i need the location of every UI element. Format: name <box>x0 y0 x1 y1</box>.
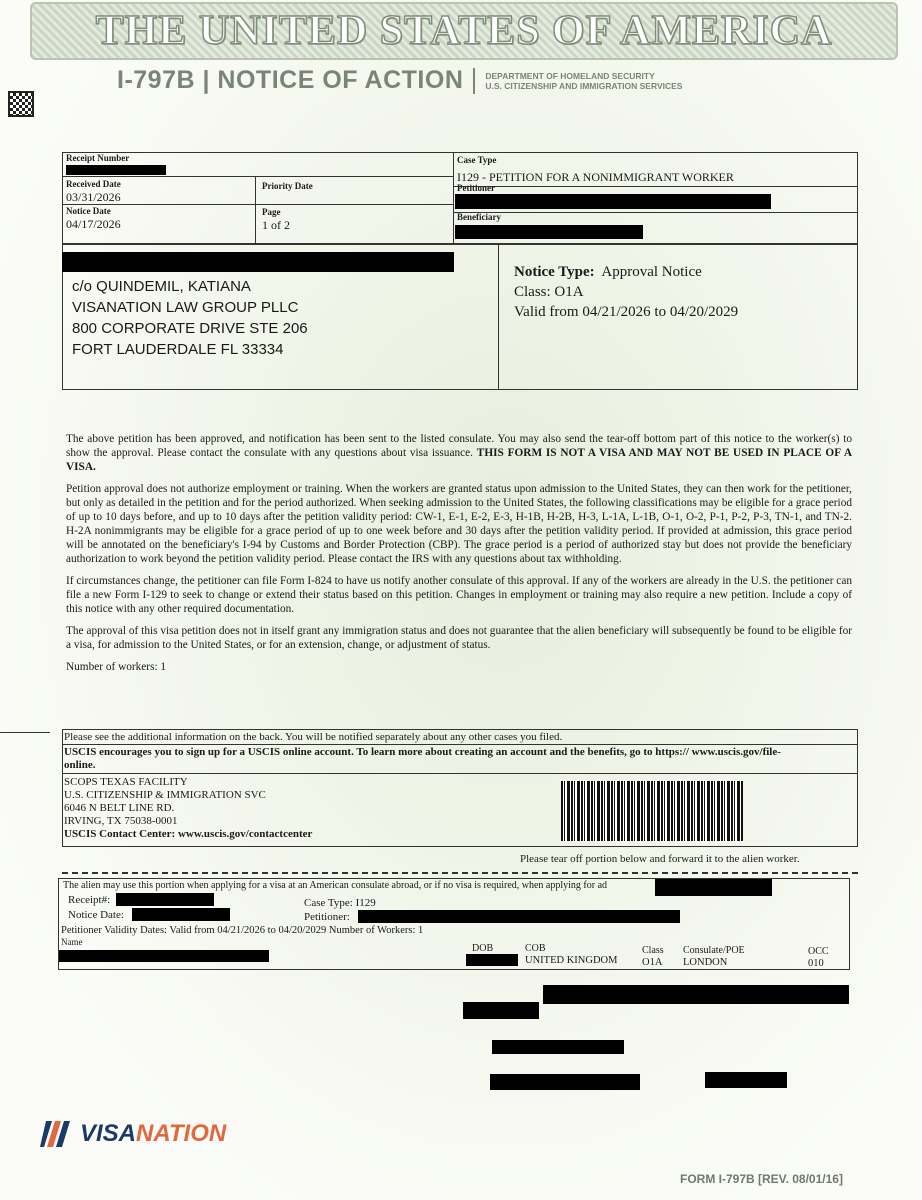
case-type-value: I129 - PETITION FOR A NONIMMIGRANT WORKER <box>457 170 734 184</box>
logo-text-visa: VISA <box>80 1120 137 1147</box>
tear-off-petitioner-redaction <box>358 910 680 923</box>
tear-off-validity: Petitioner Validity Dates: Valid from 04/21/2026 to 04/20/2029 Number of Workers: 1 <box>61 925 424 936</box>
body-paragraph-3: If circumstances change, the petitioner can file Form I-824 to have us notify another consulate of this approval. If any of the workers are already in the U.S. the petitioner can file a new Form I-129 to seek to change or extend their status based on this petition. Changes in employment or training may also require a new petition. Include a copy of this notice with any other required documentation. <box>66 575 852 615</box>
banner-title: THE UNITED STATES OF AMERICA <box>95 8 833 54</box>
notice-type-block <box>514 262 738 322</box>
redaction-block-1 <box>543 985 849 1004</box>
info-row-line-2 <box>62 204 453 205</box>
page-value: 1 of 2 <box>262 218 290 232</box>
banner <box>30 2 898 60</box>
tear-off-dob-label: DOB <box>472 943 494 954</box>
beneficiary-redaction <box>455 225 643 239</box>
petitioner-label: Petitioner <box>457 183 495 193</box>
info-row-line-3 <box>453 186 858 187</box>
redaction-block-3 <box>492 1040 624 1054</box>
petitioner-redaction <box>455 194 771 209</box>
receipt-number-redaction <box>66 165 166 175</box>
logo-text <box>80 1120 226 1148</box>
tear-off-consulate-value: LONDON <box>683 957 728 968</box>
addressee-redaction <box>62 252 454 272</box>
form-number: FORM I-797B [REV. 08/01/16] <box>680 1172 843 1186</box>
tear-off-class-label: Class <box>642 945 664 956</box>
online-account-note: USCIS encourages you to sign up for a USCIS online account. To learn more about creating an account and the benefits, go to https:// www.uscis.gov/file-online. <box>64 746 781 771</box>
body-text <box>66 432 852 674</box>
notice-class: Class: O1A <box>514 284 584 300</box>
tear-off-notice-date-redaction <box>132 908 230 921</box>
tear-off-cob-value: UNITED KINGDOM <box>525 955 618 966</box>
office-line4: IRVING, TX 75038-0001 <box>64 815 178 827</box>
notice-type-line <box>514 262 738 282</box>
tear-off-consulate-label: Consulate/POE <box>683 945 745 956</box>
address-line4: FORT LAUDERDALE FL 33334 <box>72 341 284 358</box>
redaction-block-2 <box>463 1002 539 1019</box>
office-line1: SCOPS TEXAS FACILITY <box>64 776 188 788</box>
mailing-address <box>72 276 308 360</box>
tear-off-occ-value: 010 <box>808 958 824 969</box>
tear-off-petitioner-label: Petitioner: <box>304 911 350 923</box>
tear-off-intro-redaction <box>655 879 772 896</box>
address-line1: c/o QUINDEMIL, KATIANA <box>72 278 251 295</box>
case-type-label: Case Type <box>457 155 497 165</box>
address-line2: VISANATION LAW GROUP PLLC <box>72 299 299 316</box>
address-line3: 800 CORPORATE DRIVE STE 206 <box>72 320 308 337</box>
body-paragraph-4: The approval of this visa petition does not in itself grant any immigration status and does not guarantee that the alien beneficiary will subsequently be found to be eligible for a visa, for admission to the United States, or for an extension, change, or adjustment of status. <box>66 625 852 651</box>
receipt-number-label: Receipt Number <box>66 153 130 163</box>
tear-off-case-type: Case Type: I129 <box>304 897 376 909</box>
tear-off-notice-date-label: Notice Date: <box>68 909 124 921</box>
tear-off-occ-label: OCC <box>808 946 829 957</box>
barcode <box>561 781 743 841</box>
received-date-value: 03/31/2026 <box>66 190 121 204</box>
info-vertical-divider-2 <box>255 176 256 244</box>
tear-off-receipt-label: Receipt#: <box>68 894 111 906</box>
address-divider <box>498 244 499 390</box>
flag-stripes-icon <box>40 1121 74 1147</box>
tear-off-intro: The alien may use this portion when applying for a visa at an American consulate abroad, or if no visa is required, when applying for ad <box>63 880 608 891</box>
tear-off-cob-label: COB <box>525 943 546 954</box>
notice-type-value: Approval Notice <box>601 264 702 280</box>
tear-off-dob-redaction <box>466 954 518 966</box>
office-line2: U.S. CITIZENSHIP & IMMIGRATION SVC <box>64 789 266 801</box>
contact-center: USCIS Contact Center: www.uscis.gov/contactcenter <box>64 828 313 840</box>
margin-line <box>0 732 50 733</box>
not-a-visa-warning: THIS FORM IS NOT A VISA AND MAY NOT BE USED IN PLACE OF A VISA. <box>66 447 853 473</box>
department-line2: U.S. CITIZENSHIP AND IMMIGRATION SERVICES <box>485 80 683 91</box>
office-address <box>64 776 312 841</box>
logo-text-nation: NATION <box>136 1120 227 1147</box>
tear-off-instruction: Please tear off portion below and forward it to the alien worker. <box>520 853 800 865</box>
info-row-line-4 <box>453 212 858 213</box>
tear-off-name-label: Name <box>61 937 83 947</box>
qr-code-icon <box>8 91 34 117</box>
form-title: I-797B | NOTICE OF ACTION <box>117 66 464 94</box>
number-of-workers: Number of workers: 1 <box>66 661 167 673</box>
notice-date-label: Notice Date <box>66 206 111 216</box>
redaction-block-5 <box>705 1072 787 1088</box>
tear-off-line <box>62 872 858 874</box>
redaction-block-4 <box>490 1074 640 1090</box>
notice-type-label: Notice Type: <box>514 264 595 280</box>
tear-off-receipt-redaction <box>116 893 214 906</box>
see-back-note: Please see the additional information on the back. You will be notified separately about any other cases you filed. <box>64 731 563 743</box>
received-date-label: Received Date <box>66 179 121 189</box>
title-divider <box>473 68 475 94</box>
info-row-line <box>62 176 453 177</box>
priority-date-label: Priority Date <box>262 181 313 191</box>
body-paragraph-2: Petition approval does not authorize employment or training. When the workers are granted status upon admission to the United States, they can then work for the petitioner, but only as detailed in the petition and for the period authorized. When seeking admission to the United States, the following classifications may be eligible for a grace period of up to 10 days before, and up to 10 days after the petition validity period: CW-1, E-1, E-2, E-3, H-1B, H-2B, H-3, L-1A, L-1B, O-1, O-2, P-1, P-2, P-3, TN-1, and TN-2. H-2A nonimmigrants may be eligible for a grace period of up to one week before and 30 days after the petition validity period. If provided at admission, this grace period will be annotated on the beneficiary's I-94 by Customs and Border Protection (CBP). The grace period is a period of authorized stay but does not provide the beneficiary authorization to work beyond the petition validity period. Please contact the IRS with any questions about tax withholding. <box>66 483 852 565</box>
form-title-bar <box>117 66 682 95</box>
notice-date-value: 04/17/2026 <box>66 217 121 231</box>
page-label: Page <box>262 207 281 217</box>
notice-valid-dates: Valid from 04/21/2026 to 04/20/2029 <box>514 304 739 320</box>
body-p1-text: The above petition has been approved, and notification has been sent to the listed consulate. You may also send the tear-off bottom part of this notice to the worker(s) to show the approval. Please contact the consulate with any questions about visa issuance. <box>66 433 852 459</box>
visanation-logo <box>40 1120 226 1148</box>
tear-off-class-value: O1A <box>642 957 663 968</box>
department-block <box>485 71 682 91</box>
department-line1: DEPARTMENT OF HOMELAND SECURITY <box>485 70 655 81</box>
body-paragraph-1 <box>66 432 852 474</box>
footer-row-line-2 <box>62 773 858 774</box>
tear-off-name-redaction <box>59 950 269 962</box>
office-line3: 6046 N BELT LINE RD. <box>64 802 175 814</box>
beneficiary-label: Beneficiary <box>457 212 501 222</box>
